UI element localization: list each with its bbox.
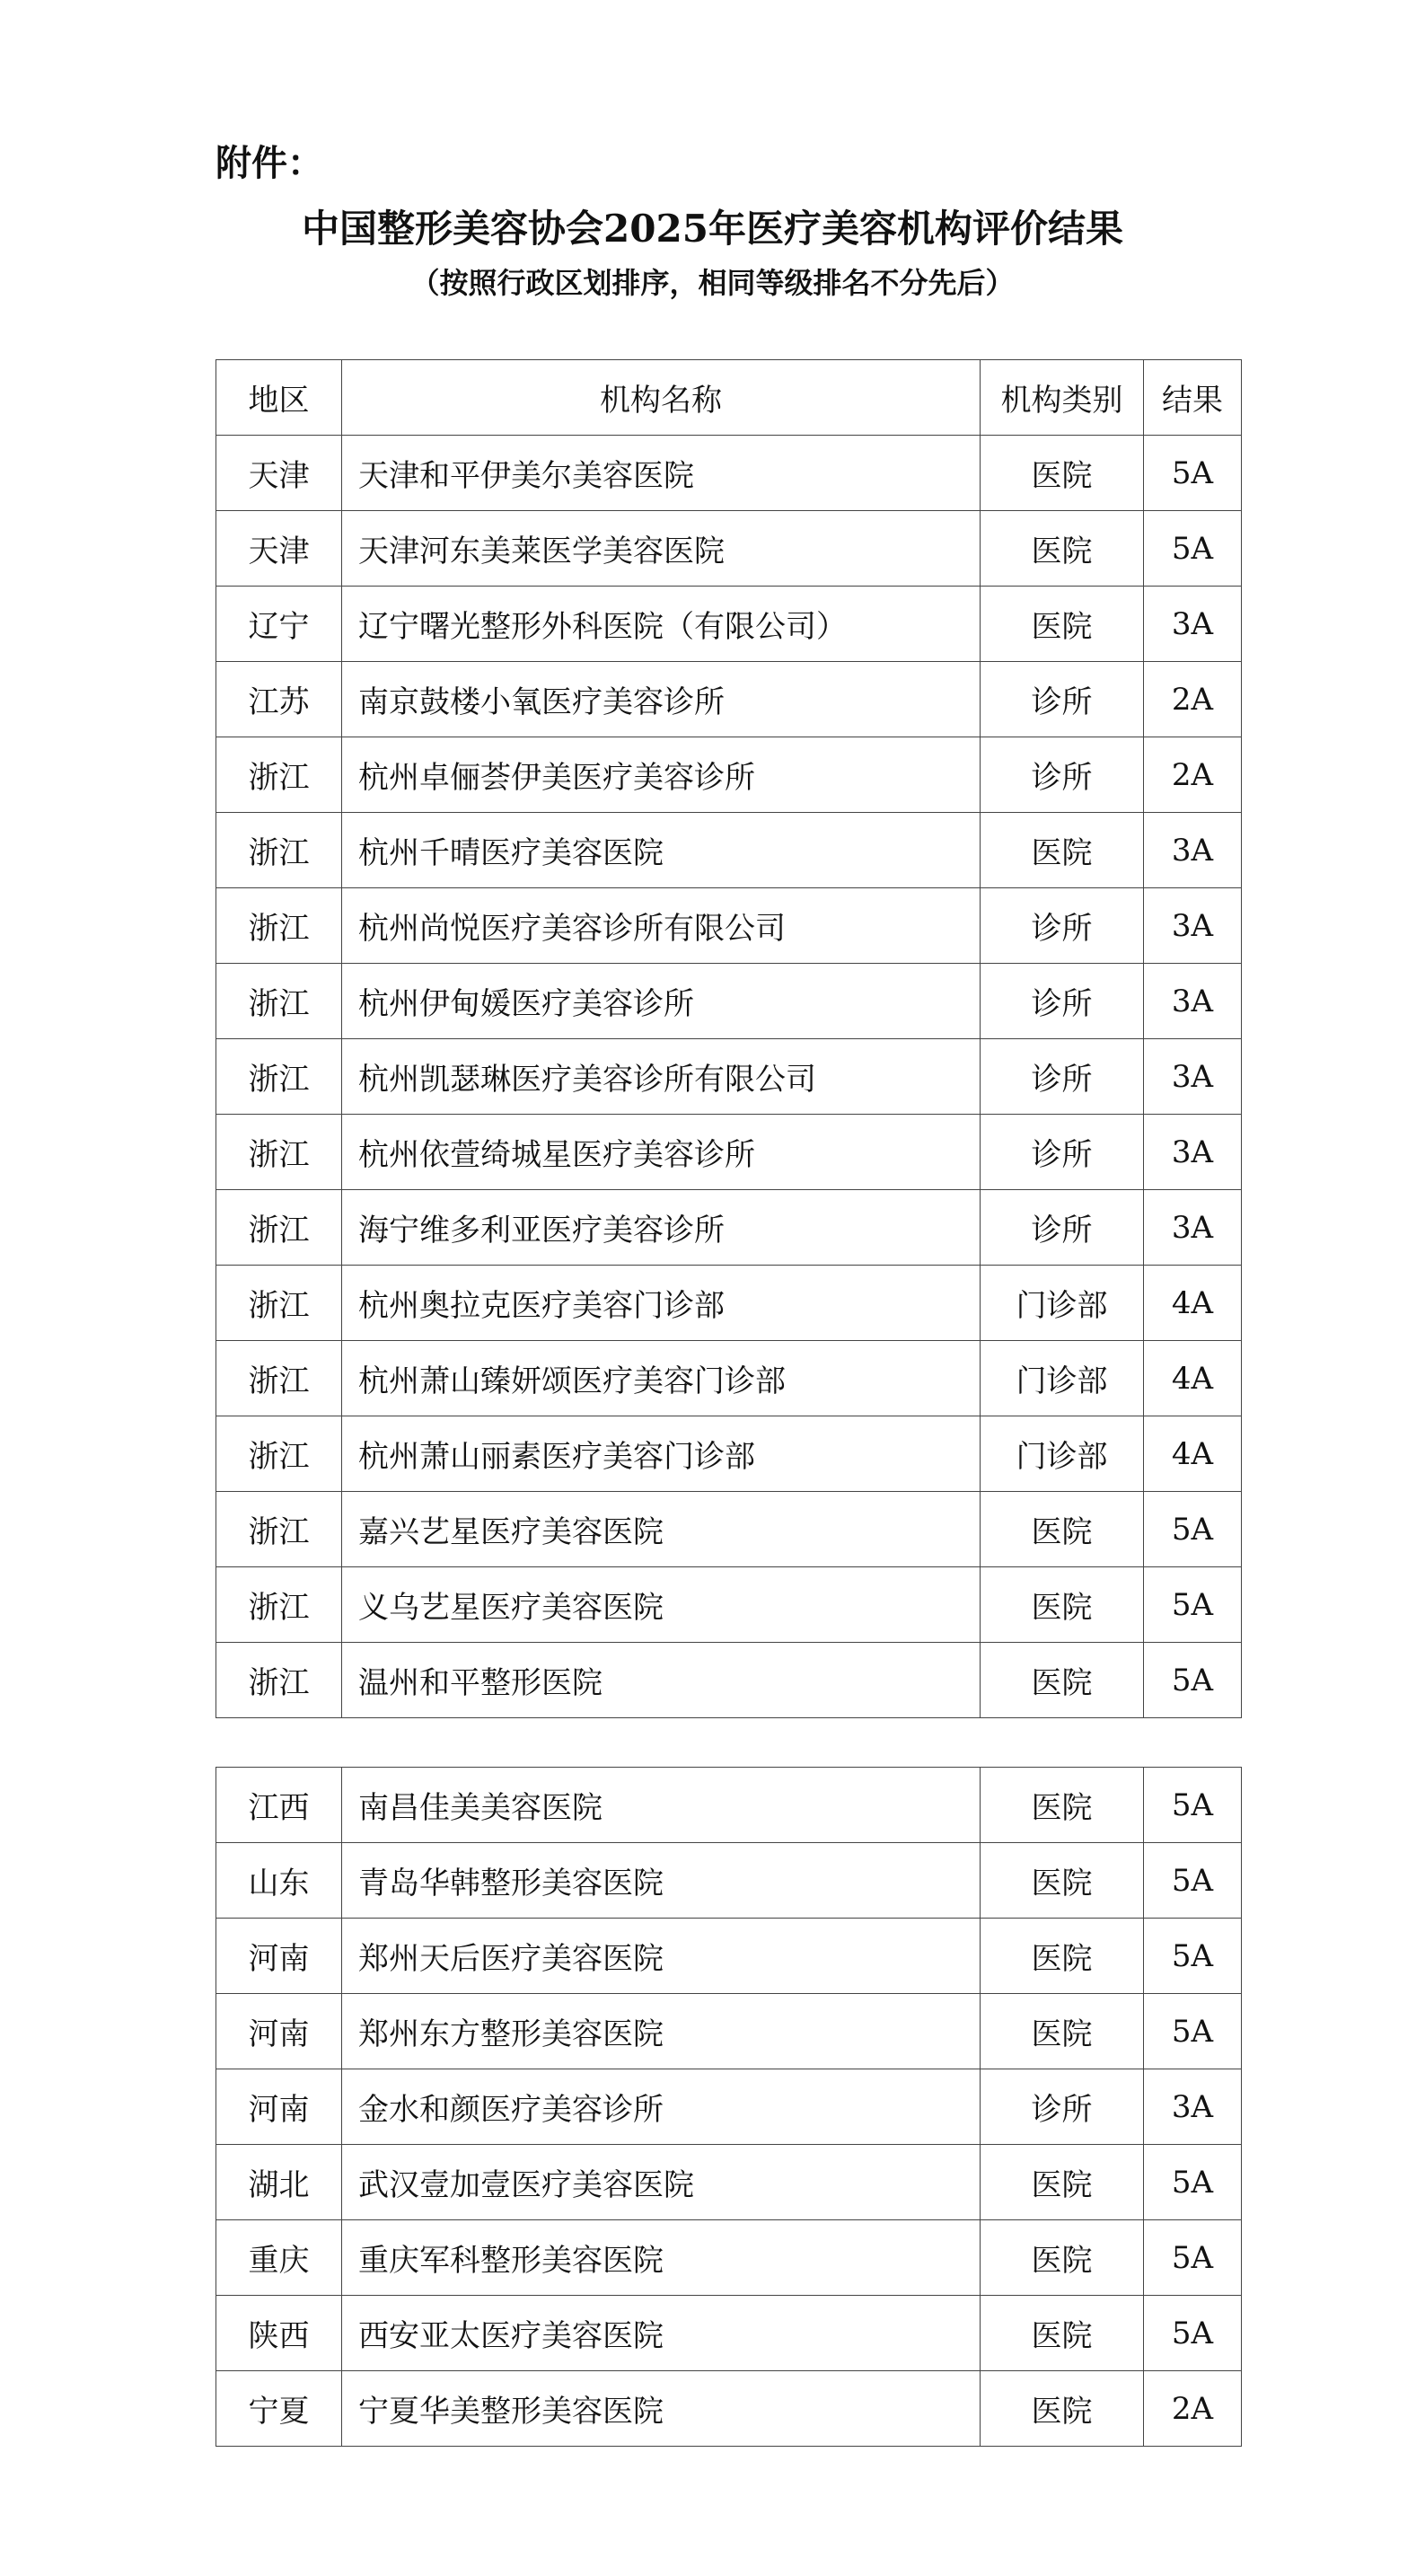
region-cell: 江苏 <box>216 662 342 737</box>
institution-type-cell: 诊所 <box>981 1190 1144 1266</box>
institution-name-cell: 重庆军科整形美容医院 <box>342 2220 981 2296</box>
region-cell: 天津 <box>216 436 342 511</box>
institution-type-cell: 医院 <box>981 1768 1144 1843</box>
institution-name-cell: 杭州卓俪荟伊美医疗美容诊所 <box>342 737 981 813</box>
region-cell: 浙江 <box>216 964 342 1039</box>
institution-type-cell: 门诊部 <box>981 1416 1144 1492</box>
result-cell: 3A <box>1144 1039 1242 1115</box>
institution-type-cell: 医院 <box>981 1567 1144 1643</box>
institution-type-cell: 医院 <box>981 1643 1144 1718</box>
institution-name-cell: 辽宁曙光整形外科医院（有限公司） <box>342 587 981 662</box>
region-cell: 河南 <box>216 1994 342 2069</box>
region-cell: 浙江 <box>216 1492 342 1567</box>
institution-type-cell: 医院 <box>981 1843 1144 1919</box>
region-cell: 浙江 <box>216 1039 342 1115</box>
result-cell: 3A <box>1144 2069 1242 2145</box>
institution-name-cell: 南昌佳美美容医院 <box>342 1768 981 1843</box>
region-cell: 河南 <box>216 1919 342 1994</box>
institution-name-cell: 郑州天后医疗美容医院 <box>342 1919 981 1994</box>
table-row <box>216 1115 1242 1190</box>
institution-name-cell: 义乌艺星医疗美容医院 <box>342 1567 981 1643</box>
result-cell: 5A <box>1144 1994 1242 2069</box>
document-title: 中国整形美容协会2025年医疗美容机构评价结果 <box>302 207 1123 251</box>
region-cell: 浙江 <box>216 813 342 888</box>
region-cell: 陕西 <box>216 2296 342 2371</box>
region-cell: 江西 <box>216 1768 342 1843</box>
result-cell: 3A <box>1144 813 1242 888</box>
results-table-part1 <box>216 359 1242 1718</box>
table-row <box>216 737 1242 813</box>
institution-type-cell: 医院 <box>981 2145 1144 2220</box>
table-header-row <box>216 360 1242 436</box>
result-cell: 3A <box>1144 888 1242 964</box>
result-cell: 5A <box>1144 511 1242 587</box>
region-cell: 浙江 <box>216 737 342 813</box>
institution-type-cell: 诊所 <box>981 2069 1144 2145</box>
institution-name-cell: 青岛华韩整形美容医院 <box>342 1843 981 1919</box>
table-row <box>216 1492 1242 1567</box>
region-cell: 辽宁 <box>216 587 342 662</box>
table-row <box>216 964 1242 1039</box>
attachment-label: 附件： <box>216 143 323 184</box>
result-cell: 3A <box>1144 964 1242 1039</box>
institution-type-cell: 诊所 <box>981 737 1144 813</box>
institution-type-cell: 医院 <box>981 1919 1144 1994</box>
table-row <box>216 1190 1242 1266</box>
result-cell: 5A <box>1144 2220 1242 2296</box>
institution-name-cell: 杭州依萱绮城星医疗美容诊所 <box>342 1115 981 1190</box>
result-cell: 2A <box>1144 737 1242 813</box>
table-row <box>216 511 1242 587</box>
result-cell: 5A <box>1144 1843 1242 1919</box>
result-cell: 5A <box>1144 1643 1242 1718</box>
table-row <box>216 1919 1242 1994</box>
institution-type-cell: 门诊部 <box>981 1341 1144 1416</box>
header-result: 结果 <box>1144 360 1242 436</box>
institution-type-cell: 门诊部 <box>981 1266 1144 1341</box>
institution-type-cell: 医院 <box>981 813 1144 888</box>
result-cell: 5A <box>1144 1567 1242 1643</box>
region-cell: 山东 <box>216 1843 342 1919</box>
institution-type-cell: 诊所 <box>981 888 1144 964</box>
region-cell: 浙江 <box>216 888 342 964</box>
region-cell: 浙江 <box>216 1341 342 1416</box>
institution-name-cell: 温州和平整形医院 <box>342 1643 981 1718</box>
institution-type-cell: 诊所 <box>981 1115 1144 1190</box>
region-cell: 河南 <box>216 2069 342 2145</box>
table-row <box>216 1039 1242 1115</box>
result-cell: 2A <box>1144 662 1242 737</box>
region-cell: 浙江 <box>216 1416 342 1492</box>
institution-type-cell: 医院 <box>981 1492 1144 1567</box>
region-cell: 浙江 <box>216 1190 342 1266</box>
region-cell: 浙江 <box>216 1115 342 1190</box>
result-cell: 5A <box>1144 2145 1242 2220</box>
result-cell: 4A <box>1144 1416 1242 1492</box>
institution-type-cell: 医院 <box>981 2220 1144 2296</box>
region-cell: 重庆 <box>216 2220 342 2296</box>
region-cell: 浙江 <box>216 1266 342 1341</box>
table-row <box>216 2296 1242 2371</box>
result-cell: 4A <box>1144 1341 1242 1416</box>
institution-name-cell: 杭州尚悦医疗美容诊所有限公司 <box>342 888 981 964</box>
results-table-part2 <box>216 1767 1242 2447</box>
table-row <box>216 2145 1242 2220</box>
institution-name-cell: 杭州伊甸媛医疗美容诊所 <box>342 964 981 1039</box>
result-cell: 3A <box>1144 587 1242 662</box>
table-row <box>216 1994 1242 2069</box>
table-row <box>216 2220 1242 2296</box>
result-cell: 3A <box>1144 1190 1242 1266</box>
institution-name-cell: 嘉兴艺星医疗美容医院 <box>342 1492 981 1567</box>
institution-type-cell: 医院 <box>981 436 1144 511</box>
table-row <box>216 1643 1242 1718</box>
table-row <box>216 2069 1242 2145</box>
institution-type-cell: 诊所 <box>981 964 1144 1039</box>
table-row <box>216 2371 1242 2447</box>
institution-name-cell: 天津和平伊美尔美容医院 <box>342 436 981 511</box>
institution-name-cell: 金水和颜医疗美容诊所 <box>342 2069 981 2145</box>
table-row <box>216 587 1242 662</box>
institution-name-cell: 南京鼓楼小氧医疗美容诊所 <box>342 662 981 737</box>
institution-name-cell: 宁夏华美整形美容医院 <box>342 2371 981 2447</box>
institution-type-cell: 医院 <box>981 2296 1144 2371</box>
result-cell: 3A <box>1144 1115 1242 1190</box>
institution-type-cell: 诊所 <box>981 662 1144 737</box>
document-subtitle: （按照行政区划排序，相同等级排名不分先后） <box>410 266 1015 300</box>
table-row <box>216 1567 1242 1643</box>
institution-name-cell: 西安亚太医疗美容医院 <box>342 2296 981 2371</box>
table-row <box>216 1843 1242 1919</box>
table-row <box>216 1266 1242 1341</box>
table-row <box>216 436 1242 511</box>
institution-name-cell: 郑州东方整形美容医院 <box>342 1994 981 2069</box>
institution-type-cell: 医院 <box>981 1994 1144 2069</box>
region-cell: 浙江 <box>216 1643 342 1718</box>
table-row <box>216 1341 1242 1416</box>
header-institution-type: 机构类别 <box>981 360 1144 436</box>
result-cell: 5A <box>1144 1768 1242 1843</box>
institution-name-cell: 杭州千晴医疗美容医院 <box>342 813 981 888</box>
institution-name-cell: 杭州奥拉克医疗美容门诊部 <box>342 1266 981 1341</box>
institution-type-cell: 医院 <box>981 511 1144 587</box>
institution-name-cell: 天津河东美莱医学美容医院 <box>342 511 981 587</box>
region-cell: 浙江 <box>216 1567 342 1643</box>
institution-type-cell: 诊所 <box>981 1039 1144 1115</box>
region-cell: 宁夏 <box>216 2371 342 2447</box>
table-row <box>216 1768 1242 1843</box>
result-cell: 5A <box>1144 1919 1242 1994</box>
result-cell: 5A <box>1144 2296 1242 2371</box>
region-cell: 湖北 <box>216 2145 342 2220</box>
institution-name-cell: 杭州凯瑟琳医疗美容诊所有限公司 <box>342 1039 981 1115</box>
institution-type-cell: 医院 <box>981 2371 1144 2447</box>
institution-name-cell: 海宁维多利亚医疗美容诊所 <box>342 1190 981 1266</box>
table-row <box>216 1416 1242 1492</box>
institution-type-cell: 医院 <box>981 587 1144 662</box>
result-cell: 5A <box>1144 436 1242 511</box>
header-region: 地区 <box>216 360 342 436</box>
region-cell: 天津 <box>216 511 342 587</box>
table-row <box>216 662 1242 737</box>
result-cell: 5A <box>1144 1492 1242 1567</box>
table-row <box>216 813 1242 888</box>
institution-name-cell: 杭州萧山丽素医疗美容门诊部 <box>342 1416 981 1492</box>
institution-name-cell: 杭州萧山臻妍颂医疗美容门诊部 <box>342 1341 981 1416</box>
result-cell: 4A <box>1144 1266 1242 1341</box>
result-cell: 2A <box>1144 2371 1242 2447</box>
header-institution-name: 机构名称 <box>342 360 981 436</box>
institution-name-cell: 武汉壹加壹医疗美容医院 <box>342 2145 981 2220</box>
table-row <box>216 888 1242 964</box>
